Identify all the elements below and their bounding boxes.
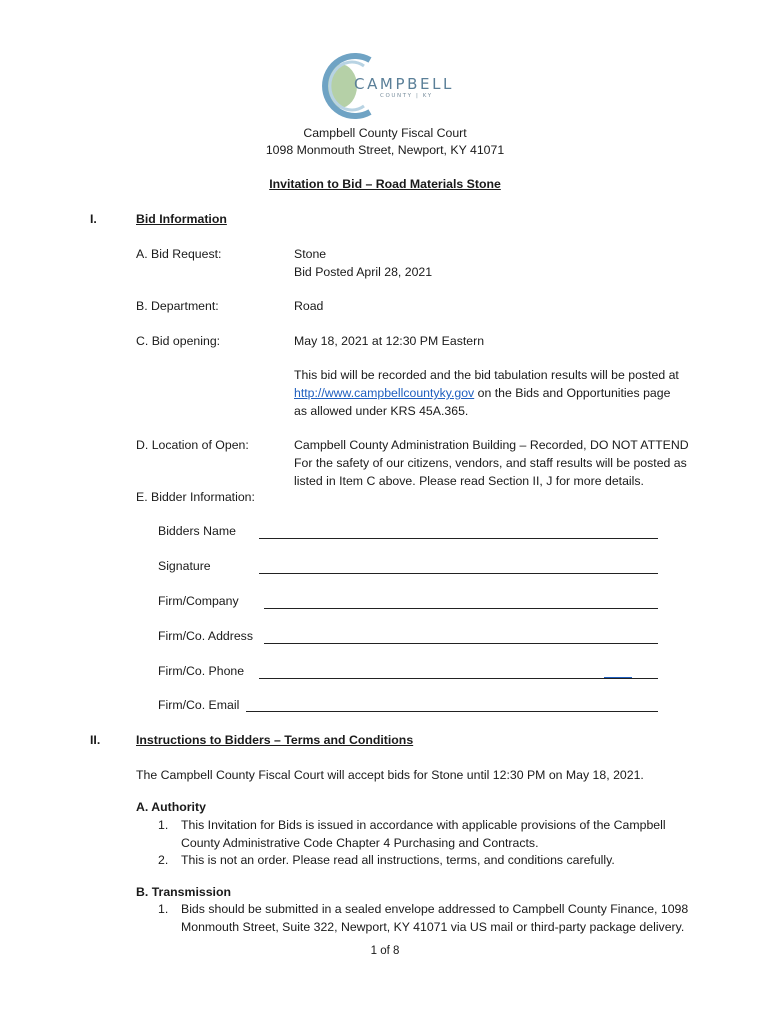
- authority-heading: A. Authority: [136, 800, 206, 814]
- firm-company-field[interactable]: [264, 608, 658, 609]
- bid-posted-date: Bid Posted April 28, 2021: [294, 265, 433, 279]
- logo-wordmark: CAMPBELL: [354, 75, 455, 93]
- firm-address-field[interactable]: [264, 643, 658, 644]
- transmission-item-1-line2: Monmouth Street, Suite 322, Newport, KY 41071 via US mail or third-party package delivery.: [181, 920, 685, 934]
- firm-phone-field-accent: [604, 677, 632, 678]
- firm-company-label: Firm/Company: [158, 594, 239, 608]
- org-address: 1098 Monmouth Street, Newport, KY 41071: [265, 143, 505, 157]
- department-label: B. Department:: [136, 299, 219, 313]
- section-2-intro: The Campbell County Fiscal Court will accept bids for Stone until 12:30 PM on May 18, 2021.: [136, 768, 644, 782]
- authority-item-2-number: 2.: [158, 853, 169, 867]
- section-1-heading: Bid Information: [136, 212, 227, 226]
- bidders-name-field[interactable]: [259, 538, 658, 539]
- authority-item-2-line1: This is not an order. Please read all instructions, terms, and conditions carefully.: [181, 853, 615, 867]
- firm-address-label: Firm/Co. Address: [158, 629, 253, 643]
- signature-label: Signature: [158, 559, 211, 573]
- transmission-heading: B. Transmission: [136, 885, 231, 899]
- county-website-link[interactable]: http://www.campbellcountyky.gov: [294, 386, 475, 400]
- authority-item-1-number: 1.: [158, 818, 169, 832]
- authority-item-1-line1: This Invitation for Bids is issued in accordance with applicable provisions of the Campbell: [181, 818, 666, 832]
- location-value-line3: listed in Item C above. Please read Section II, J for more details.: [294, 474, 644, 488]
- bid-request-label: A. Bid Request:: [136, 247, 222, 261]
- bid-opening-note-rest: on the Bids and Opportunities page: [474, 386, 671, 400]
- bidder-info-label: E. Bidder Information:: [136, 490, 255, 504]
- firm-phone-field[interactable]: [259, 678, 658, 679]
- page-number: 1 of 8: [370, 945, 400, 957]
- department-value: Road: [294, 299, 324, 313]
- location-label: D. Location of Open:: [136, 438, 249, 452]
- bid-opening-note-line3: as allowed under KRS 45A.365.: [294, 404, 469, 418]
- signature-field[interactable]: [259, 573, 658, 574]
- transmission-item-1-line1: Bids should be submitted in a sealed envelope addressed to Campbell County Finance, 1098: [181, 902, 689, 916]
- campbell-county-logo: [318, 50, 458, 122]
- bid-request-value: Stone: [294, 247, 327, 261]
- section-2-heading: Instructions to Bidders – Terms and Conditions: [136, 733, 414, 747]
- bid-opening-note-line1: This bid will be recorded and the bid tabulation results will be posted at: [294, 368, 679, 382]
- section-1-numeral: I.: [90, 212, 97, 226]
- location-value-line2: For the safety of our citizens, vendors, and staff results will be posted as: [294, 456, 687, 470]
- logo-subtext: COUNTY | KY: [380, 93, 433, 99]
- document-title: Invitation to Bid – Road Materials Stone: [269, 177, 501, 191]
- transmission-item-1-number: 1.: [158, 902, 169, 916]
- location-value-line1: Campbell County Administration Building – Recorded, DO NOT ATTEND: [294, 438, 689, 452]
- section-2-numeral: II.: [90, 733, 101, 747]
- bidders-name-label: Bidders Name: [158, 524, 236, 538]
- bid-opening-note-line2: [294, 386, 670, 400]
- firm-email-field[interactable]: [246, 711, 658, 712]
- firm-phone-label: Firm/Co. Phone: [158, 664, 245, 678]
- bid-opening-value: May 18, 2021 at 12:30 PM Eastern: [294, 334, 485, 348]
- bid-opening-label: C. Bid opening:: [136, 334, 221, 348]
- firm-email-label: Firm/Co. Email: [158, 698, 240, 712]
- authority-item-1-line2: County Administrative Code Chapter 4 Purchasing and Contracts.: [181, 836, 539, 850]
- org-name: Campbell County Fiscal Court: [303, 126, 467, 140]
